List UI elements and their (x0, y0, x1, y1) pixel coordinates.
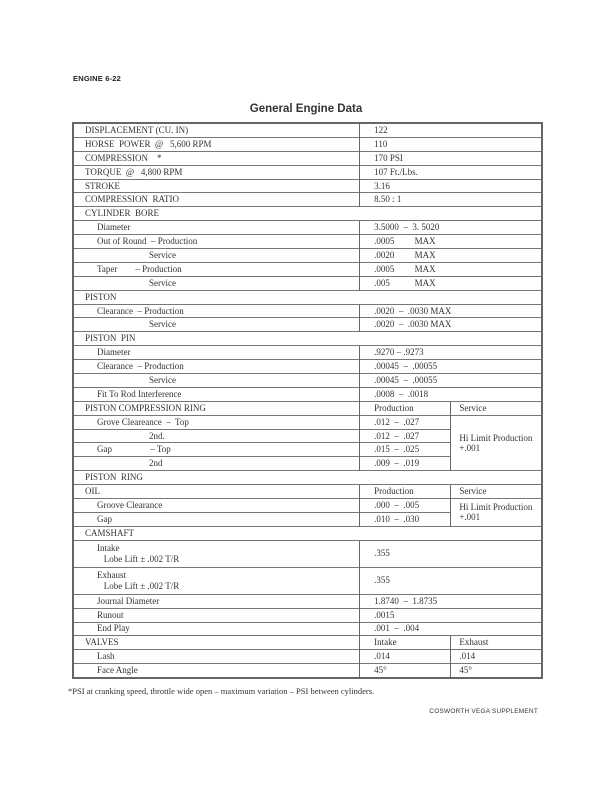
row-label: Groove Clearance (73, 499, 360, 513)
row-value: .009 – .019 (360, 457, 451, 471)
row-value-secondary: Service (451, 401, 542, 415)
row-value: 170 PSI (360, 151, 542, 165)
row-label: CAMSHAFT (73, 526, 542, 540)
table-row (73, 387, 542, 401)
row-label: Lash (73, 650, 360, 664)
table-row (73, 567, 542, 594)
row-label: Exhaust Lobe Lift ± .002 T/R (73, 567, 360, 594)
row-label: Out of Round – Production (73, 235, 360, 249)
table-row (73, 401, 542, 415)
row-value: 3.16 (360, 179, 542, 193)
row-label: Diameter (73, 221, 360, 235)
row-value: 107 Ft./Lbs. (360, 165, 542, 179)
row-value: 8.50 : 1 (360, 193, 542, 207)
row-value: .005 MAX (360, 276, 542, 290)
row-label: TORQUE @ 4,800 RPM (73, 165, 360, 179)
table-row (73, 123, 542, 137)
table-row (73, 262, 542, 276)
row-value-secondary: .014 (451, 650, 542, 664)
row-value: 3.5000 – 3. 5020 (360, 221, 542, 235)
table-row (73, 485, 542, 499)
table-row (73, 346, 542, 360)
table-row (73, 499, 542, 513)
row-label: Diameter (73, 346, 360, 360)
row-label: Journal Diameter (73, 594, 360, 608)
row-label: Gap (73, 512, 360, 526)
table-row (73, 221, 542, 235)
table-row (73, 622, 542, 636)
row-label: Gap – Top (73, 443, 360, 457)
table-row (73, 165, 542, 179)
row-label: PISTON RING (73, 471, 542, 485)
row-label: VALVES (73, 636, 360, 650)
section-heading-row (73, 207, 542, 221)
table-row (73, 608, 542, 622)
row-label: OIL (73, 485, 360, 499)
row-value-secondary: 45° (451, 664, 542, 678)
row-label: Grove Cleareance – Top (73, 415, 360, 429)
table-row (73, 415, 542, 429)
row-value: 1.8740 – 1.8735 (360, 594, 542, 608)
row-value: .0020 MAX (360, 249, 542, 263)
table-row (73, 151, 542, 165)
row-value: .9270 – .9273 (360, 346, 542, 360)
section-heading-row (73, 290, 542, 304)
row-value: 110 (360, 137, 542, 151)
row-value: .0020 – .0030 MAX (360, 318, 542, 332)
row-value: .0020 – .0030 MAX (360, 304, 542, 318)
row-value: .355 (360, 567, 542, 594)
row-value: .010 – .030 (360, 512, 451, 526)
table-row (73, 540, 542, 567)
table-row (73, 137, 542, 151)
row-value: .000 – .005 (360, 499, 451, 513)
row-label: Service (73, 374, 360, 388)
row-value: 45° (360, 664, 451, 678)
row-label: STROKE (73, 179, 360, 193)
row-label: Taper – Production (73, 262, 360, 276)
row-label: Fit To Rod Interference (73, 387, 360, 401)
row-label: HORSE POWER @ 5,600 RPM (73, 137, 360, 151)
page-header: ENGINE 6-22 (73, 74, 122, 83)
table-row (73, 318, 542, 332)
row-label: Service (73, 249, 360, 263)
row-value: .355 (360, 540, 542, 567)
row-value: .00045 – .00055 (360, 360, 542, 374)
row-value: .015 – .025 (360, 443, 451, 457)
row-label: PISTON PIN (73, 332, 542, 346)
row-value: Production (360, 485, 451, 499)
table-row (73, 193, 542, 207)
table-row (73, 636, 542, 650)
table-row (73, 276, 542, 290)
row-label: PISTON COMPRESSION RING (73, 401, 360, 415)
row-label: Service (73, 318, 360, 332)
section-heading-row (73, 332, 542, 346)
row-label: Runout (73, 608, 360, 622)
row-value: .00045 – .00055 (360, 374, 542, 388)
row-value: .012 – .027 (360, 429, 451, 443)
row-label: Service (73, 276, 360, 290)
row-value: .0005 MAX (360, 262, 542, 276)
row-label: 2nd (73, 457, 360, 471)
table-row (73, 664, 542, 678)
row-label: 2nd. (73, 429, 360, 443)
section-heading-row (73, 526, 542, 540)
service-limit-cell: Hi Limit Production +.001 (451, 499, 542, 527)
table-row (73, 360, 542, 374)
row-value: 122 (360, 123, 542, 137)
row-label: Clearance – Production (73, 304, 360, 318)
row-label: PISTON (73, 290, 542, 304)
row-value: .0005 MAX (360, 235, 542, 249)
row-label: Clearance – Production (73, 360, 360, 374)
supplement-label: COSWORTH VEGA SUPPLEMENT (429, 708, 538, 715)
row-value: .012 – .027 (360, 415, 451, 429)
engine-data-table (72, 122, 543, 679)
row-label: DISPLACEMENT (CU. IN) (73, 123, 360, 137)
row-label: COMPRESSION RATIO (73, 193, 360, 207)
row-label: CYLINDER BORE (73, 207, 542, 221)
row-label: Face Angle (73, 664, 360, 678)
footnote: *PSI at cranking speed, throttle wide open – maximum variation – PSI between cylinders. (68, 686, 375, 696)
row-value: Intake (360, 636, 451, 650)
row-label: COMPRESSION * (73, 151, 360, 165)
table-row (73, 650, 542, 664)
table-row (73, 235, 542, 249)
table-row (73, 594, 542, 608)
row-label: Intake Lobe Lift ± .002 T/R (73, 540, 360, 567)
row-value: .0008 – .0018 (360, 387, 542, 401)
page-title: General Engine Data (249, 103, 363, 115)
row-label: End Play (73, 622, 360, 636)
row-value-secondary: Exhaust (451, 636, 542, 650)
section-heading-row (73, 471, 542, 485)
table-row (73, 374, 542, 388)
service-limit-cell: Hi Limit Production +.001 (451, 415, 542, 471)
row-value: Production (360, 401, 451, 415)
row-value: .0015 (360, 608, 542, 622)
row-value: .001 – .004 (360, 622, 542, 636)
row-value: .014 (360, 650, 451, 664)
table-row (73, 249, 542, 263)
table-row (73, 304, 542, 318)
table-row (73, 179, 542, 193)
row-value-secondary: Service (451, 485, 542, 499)
